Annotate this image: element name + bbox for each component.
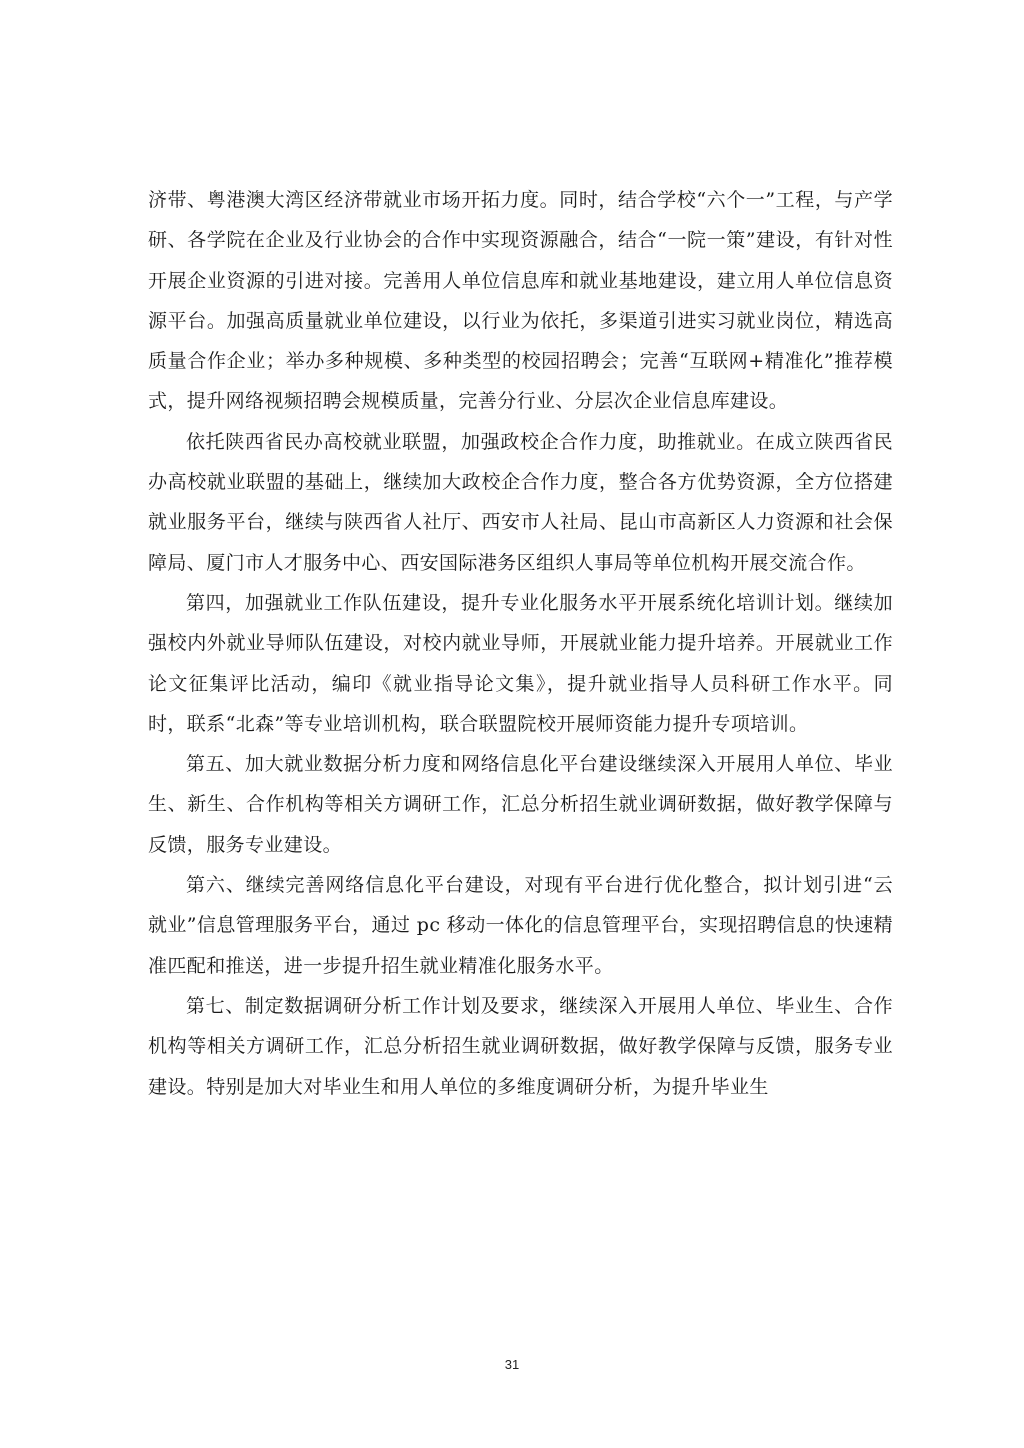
page-number: 31 [504, 1357, 520, 1372]
paragraph-fourth: 第四，加强就业工作队伍建设，提升专业化服务水平开展系统化培训计划。继续加强校内外就业导师队伍建设，对校内就业导师，开展就业能力提升培养。开展就业工作论文征集评比活动，编印《就业指导论文集》，提升就业指导人员科研工作水平。同时，联系“北森”等专业培训机构，联合联盟院校开展师资能力提升专项培训。 [148, 591, 893, 735]
paragraph-continuation: 济带、粤港澳大湾区经济带就业市场开拓力度。同时，结合学校“六个一”工程，与产学研、各学院在企业及行业协会的合作中实现资源融合，结合“一院一策”建设，有针对性开展企业资源的引进对接。完善用人单位信息库和就业基地建设，建立用人单位信息资源平台。加强高质量就业单位建设，以行业为依托，多渠道引进实习就业岗位，精选高质量合作企业；举办多种规模、多种类型的校园招聘会；完善“互联网+精准化”推荐模式，提升网络视频招聘会规模质量，完善分行业、分层次企业信息库建设。 [148, 189, 893, 413]
paragraph-sixth: 第六、继续完善网络信息化平台建设，对现有平台进行优化整合，拟计划引进“云就业”信息管理服务平台，通过 pc 移动一体化的信息管理平台，实现招聘信息的快速精准匹配和推送，进一步提升招生就业精准化服务水平。 [148, 874, 893, 977]
paragraph-seventh: 第七、制定数据调研分析工作计划及要求，继续深入开展用人单位、毕业生、合作机构等相关方调研工作，汇总分析招生就业调研数据，做好教学保障与反馈，服务专业建设。特别是加大对毕业生和用人单位的多维度调研分析，为提升毕业生 [148, 994, 893, 1098]
body-text [148, 180, 893, 1107]
paragraph-employment-alliance: 依托陕西省民办高校就业联盟，加强政校企合作力度，助推就业。在成立陕西省民办高校就业联盟的基础上，继续加大政校企合作力度，整合各方优势资源，全方位搭建就业服务平台，继续与陕西省人社厅、西安市人社局、昆山市高新区人力资源和社会保障局、厦门市人才服务中心、西安国际港务区组织人事局等单位机构开展交流合作。 [148, 430, 893, 574]
paragraph-fifth: 第五、加大就业数据分析力度和网络信息化平台建设继续深入开展用人单位、毕业生、新生、合作机构等相关方调研工作，汇总分析招生就业调研数据，做好教学保障与反馈，服务专业建设。 [148, 753, 893, 856]
